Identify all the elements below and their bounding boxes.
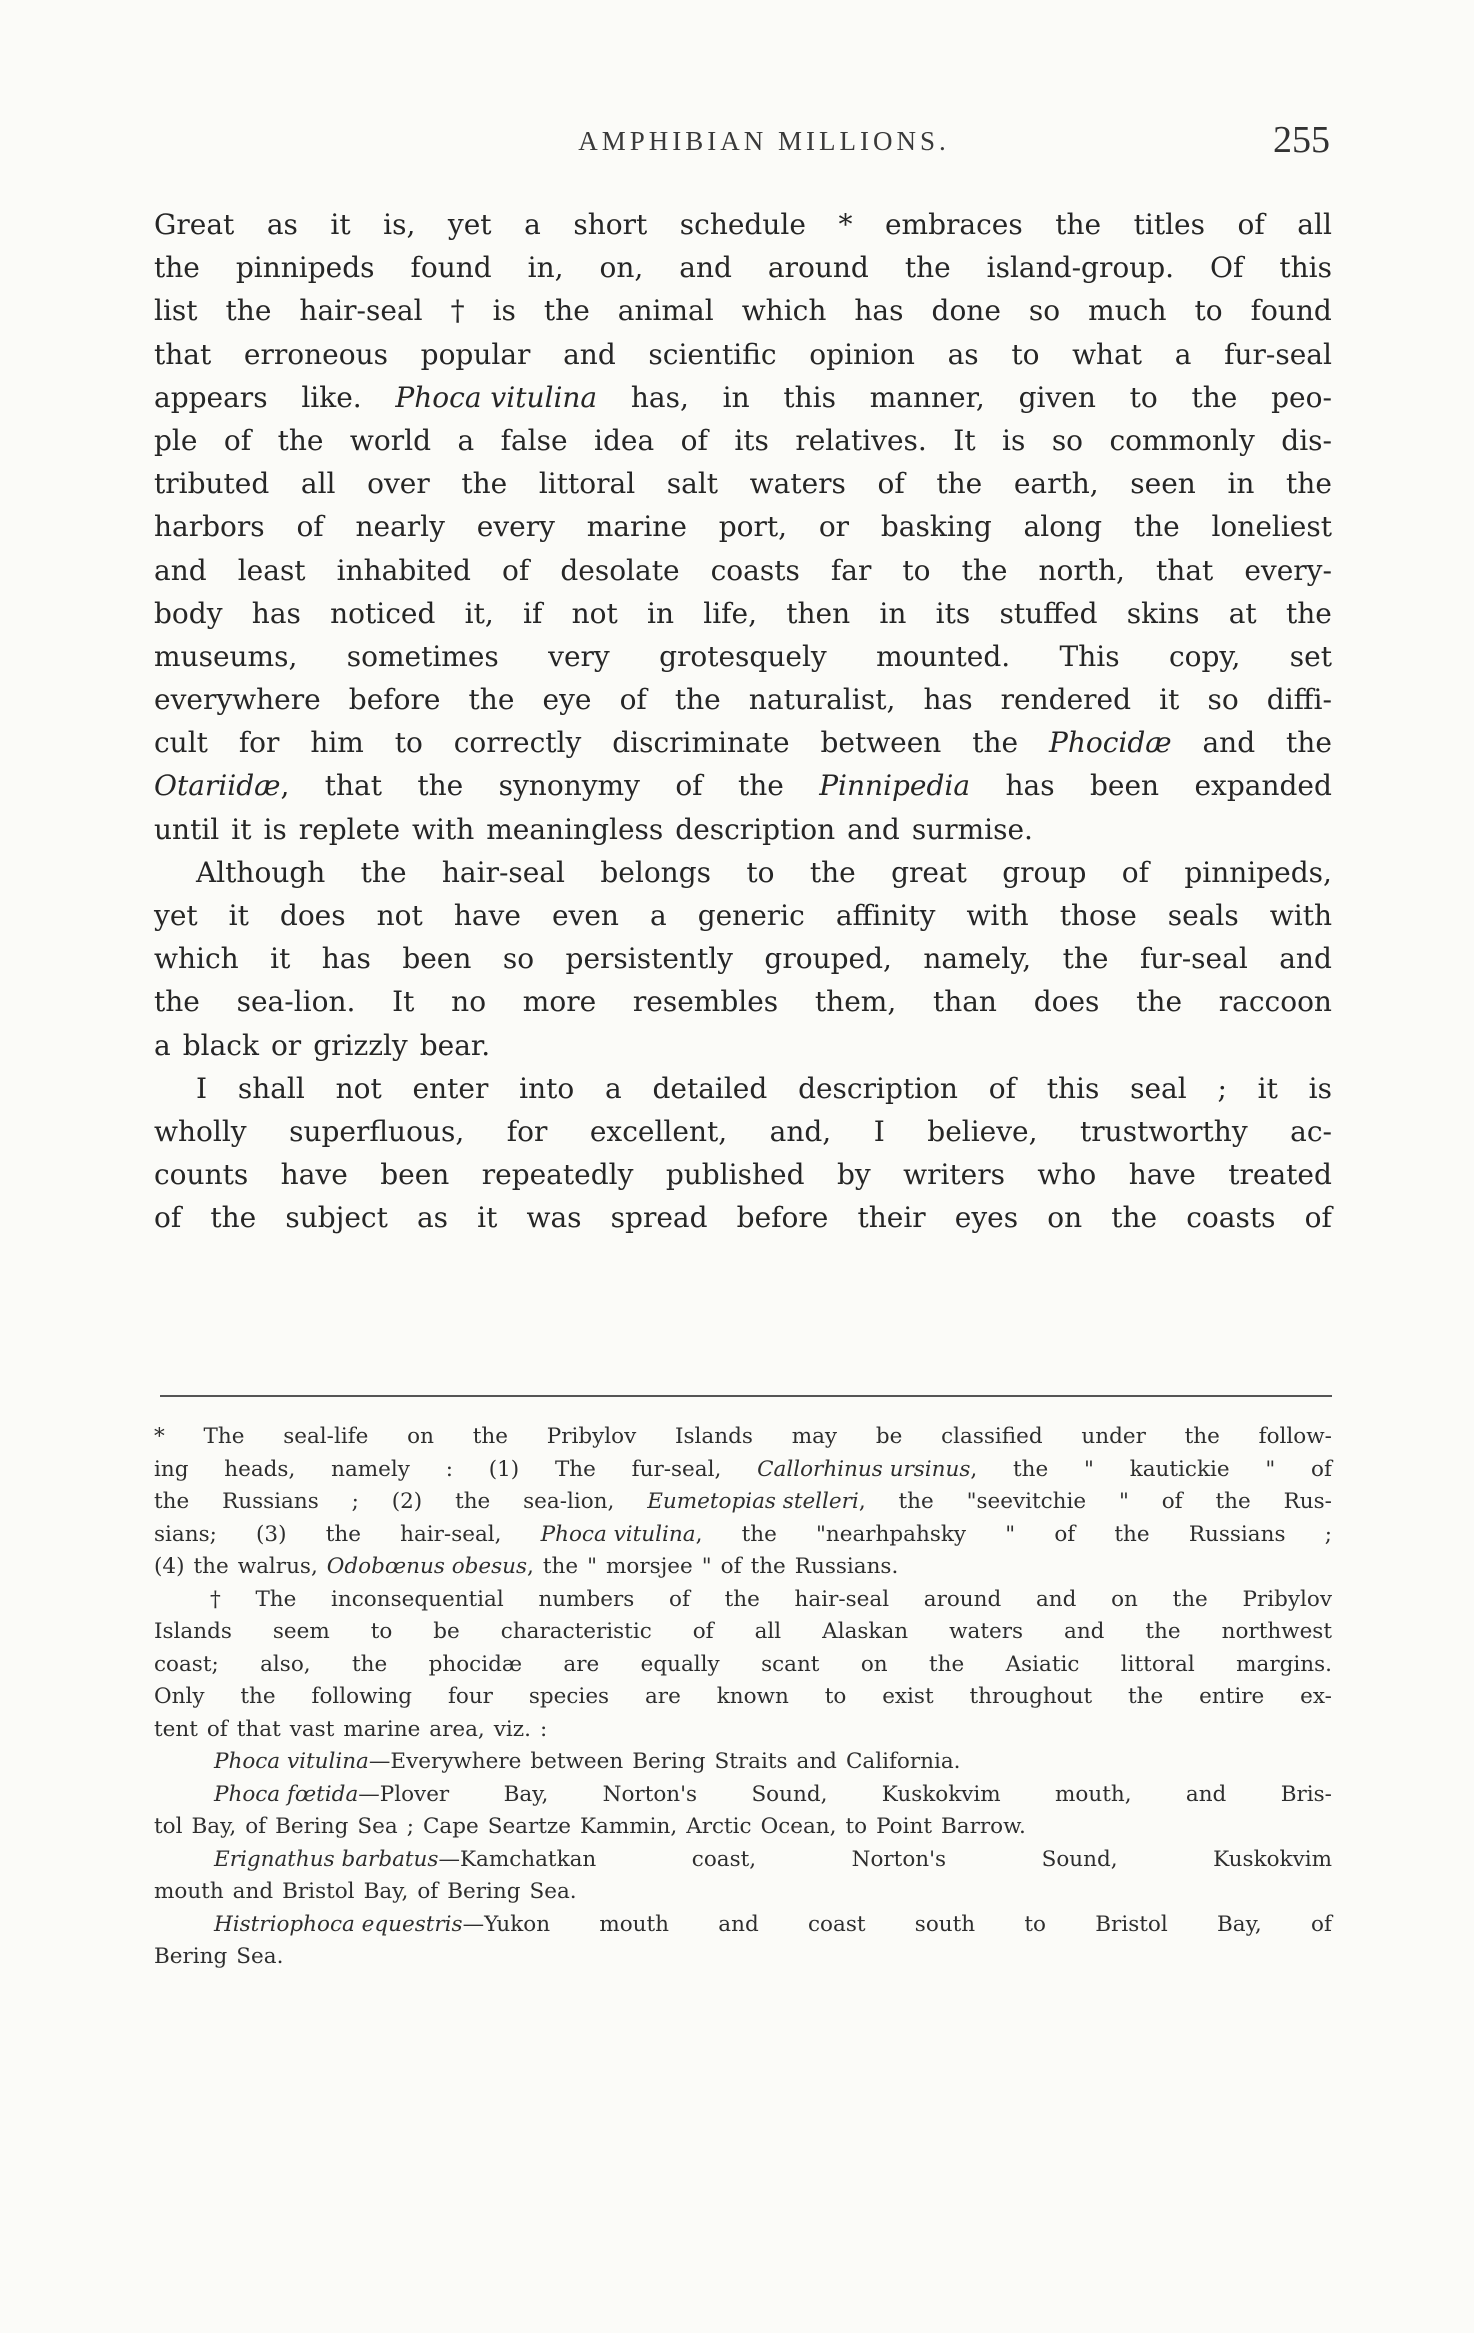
body-line: of the subject as it was spread before their eyes on the coasts of xyxy=(154,1201,1332,1235)
footnote-divider xyxy=(160,1395,1332,1397)
footnote-line: sians; (3) the hair-seal, Phoca vitulina, the "nearhpahsky " of the Russians ; xyxy=(154,1521,1332,1547)
body-line: cult for him to correctly discriminate between the Phocidæ and the xyxy=(154,726,1332,760)
footnote-line: coast; also, the phocidæ are equally scant on the Asiatic littoral margins. xyxy=(154,1651,1332,1677)
body-line: and least inhabited of desolate coasts far to the north, that every- xyxy=(154,553,1332,587)
body-line: everywhere before the eye of the naturalist, has rendered it so diffi- xyxy=(154,683,1332,717)
body-line: appears like. Phoca vitulina has, in this manner, given to the peo- xyxy=(154,380,1332,414)
footnote-line: Bering Sea. xyxy=(154,1944,284,1969)
footnote-line: * The seal-life on the Pribylov Islands may be classified under the follow- xyxy=(154,1424,1332,1449)
body-line: that erroneous popular and scientific opinion as to what a fur-seal xyxy=(154,337,1332,371)
body-line: the pinnipeds found in, on, and around the island-group. Of this xyxy=(154,251,1332,285)
body-line: tributed all over the littoral salt waters of the earth, seen in the xyxy=(154,467,1332,501)
body-line: list the hair-seal † is the animal which has done so much to found xyxy=(154,294,1332,328)
footnote-line: (4) the walrus, Odobœnus obesus, the " morsjee " of the Russians. xyxy=(154,1554,899,1579)
footnote-line: Phoca vitulina—Everywhere between Bering Straits and California. xyxy=(214,1749,961,1774)
footnotes xyxy=(154,1421,1332,1974)
body-line: wholly superfluous, for excellent, and, I believe, trustworthy ac- xyxy=(154,1114,1332,1148)
body-line: body has noticed it, if not in life, then in its stuffed skins at the xyxy=(154,596,1332,630)
page-number: 255 xyxy=(1273,119,1330,161)
footnote-line: mouth and Bristol Bay, of Bering Sea. xyxy=(154,1879,577,1904)
footnote-line: Histriophoca equestris—Yukon mouth and coast south to Bristol Bay, of xyxy=(214,1911,1332,1937)
footnote-line: † The inconsequential numbers of the hair-seal around and on the Pribylov xyxy=(210,1586,1332,1612)
body-line: museums, sometimes very grotesquely mounted. This copy, set xyxy=(154,639,1332,673)
running-head xyxy=(190,118,1338,170)
body-text xyxy=(154,203,1332,1240)
body-line: Otariidæ, that the synonymy of the Pinnipedia has been expanded xyxy=(154,769,1332,803)
body-line: which it has been so persistently grouped, namely, the fur-seal and xyxy=(154,942,1332,976)
running-title: AMPHIBIAN MILLIONS. xyxy=(578,126,950,156)
footnote-line: tol Bay, of Bering Sea ; Cape Seartze Kammin, Arctic Ocean, to Point Barrow. xyxy=(154,1814,1026,1839)
footnote-line: ing heads, namely : (1) The fur-seal, Callorhinus ursinus, the " kautickie " of xyxy=(154,1456,1332,1482)
footnote-line: Only the following four species are known to exist throughout the entire ex- xyxy=(154,1684,1332,1709)
footnote-line: Islands seem to be characteristic of all Alaskan waters and the northwest xyxy=(154,1619,1332,1644)
body-line: the sea-lion. It no more resembles them, than does the raccoon xyxy=(154,985,1332,1019)
body-line: Although the hair-seal belongs to the great group of pinnipeds, xyxy=(196,855,1332,889)
body-line: I shall not enter into a detailed description of this seal ; it is xyxy=(196,1071,1332,1105)
body-line: a black or grizzly bear. xyxy=(154,1028,491,1062)
body-line: Great as it is, yet a short schedule * embraces the titles of all xyxy=(154,208,1332,241)
footnote-line: the Russians ; (2) the sea-lion, Eumetopias stelleri, the "seevitchie " of the Rus- xyxy=(154,1489,1332,1514)
footnote-line: Erignathus barbatus—Kamchatkan coast, Norton's Sound, Kuskokvim xyxy=(214,1846,1332,1872)
body-line: ple of the world a false idea of its relatives. It is so commonly dis- xyxy=(154,423,1332,457)
body-line: counts have been repeatedly published by writers who have treated xyxy=(154,1158,1332,1192)
footnote-line: tent of that vast marine area, viz. : xyxy=(154,1716,548,1742)
body-line: until it is replete with meaningless description and surmise. xyxy=(154,812,1033,846)
body-line: harbors of nearly every marine port, or basking along the loneliest xyxy=(154,510,1332,544)
footnote-line: Phoca fœtida—Plover Bay, Norton's Sound, Kuskokvim mouth, and Bris- xyxy=(214,1781,1332,1807)
body-line: yet it does not have even a generic affinity with those seals with xyxy=(154,899,1332,932)
